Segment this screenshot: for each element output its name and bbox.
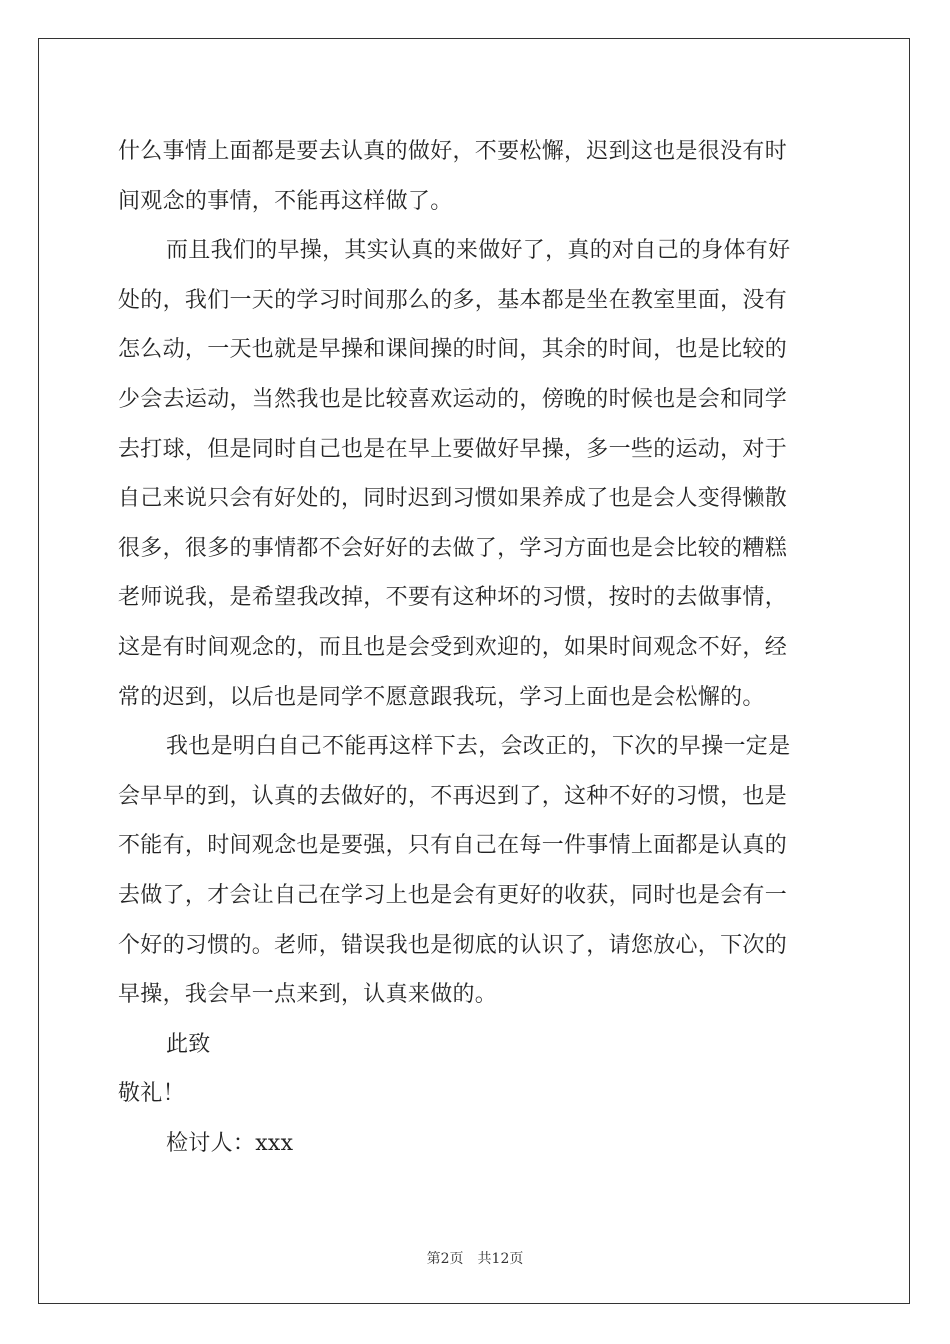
paragraph-line: 个好的习惯的。老师，错误我也是彻底的认识了，请您放心，下次的 — [118, 932, 788, 958]
paragraph-line: 怎么动，一天也就是早操和课间操的时间，其余的时间，也是比较的 — [118, 337, 788, 363]
paragraph-line: 去做了，才会让自己在学习上也是会有更好的收获，同时也是会有一 — [118, 882, 788, 908]
paragraph-line: 常的迟到，以后也是同学不愿意跟我玩，学习上面也是会松懈的。 — [118, 684, 765, 710]
paragraph-line: 不能有，时间观念也是要强，只有自己在每一件事情上面都是认真的 — [118, 833, 788, 859]
paragraph-line: 少会去运动，当然我也是比较喜欢运动的，傍晚的时候也是会和同学 — [118, 386, 788, 412]
document-body — [118, 127, 838, 1168]
paragraph-line: 自己来说只会有好处的，同时迟到习惯如果养成了也是会人变得懒散 — [118, 486, 788, 512]
paragraph-3 — [118, 722, 838, 1020]
paragraph-line: 很多，很多的事情都不会好好的去做了，学习方面也是会比较的糟糕 — [118, 535, 788, 561]
paragraph-line: 老师说我，是希望我改掉，不要有这种坏的习惯，按时的去做事情， — [118, 585, 788, 611]
paragraph-1 — [118, 127, 838, 226]
paragraph-line: 而且我们的早操，其实认真的来做好了，真的对自己的身体有好 — [166, 238, 791, 264]
signature-line: 检讨人：xxx — [166, 1130, 294, 1156]
paragraph-line: 会早早的到，认真的去做好的，不再迟到了，这种不好的习惯，也是 — [118, 783, 788, 809]
closing-salutation: 此致 — [166, 1031, 211, 1057]
paragraph-line: 什么事情上面都是要去认真的做好，不要松懈，迟到这也是很没有时 — [118, 139, 788, 164]
paragraph-2 — [118, 226, 838, 722]
paragraph-line: 早操，我会早一点来到，认真来做的。 — [118, 982, 498, 1008]
closing-regards: 敬礼！ — [118, 1081, 185, 1107]
paragraph-line: 这是有时间观念的，而且也是会受到欢迎的，如果时间观念不好，经 — [118, 634, 788, 660]
paragraph-line: 处的，我们一天的学习时间那么的多，基本都是坐在教室里面，没有 — [118, 287, 788, 313]
paragraph-line: 间观念的事情，不能再这样做了。 — [118, 188, 453, 214]
page-number-label: 第2页 共12页 — [426, 1251, 524, 1267]
paragraph-line: 我也是明白自己不能再这样下去，会改正的，下次的早操一定是 — [166, 734, 791, 760]
page-footer — [0, 1248, 950, 1268]
paragraph-line: 去打球，但是同时自己也是在早上要做好早操，多一些的运动，对于 — [118, 436, 788, 462]
